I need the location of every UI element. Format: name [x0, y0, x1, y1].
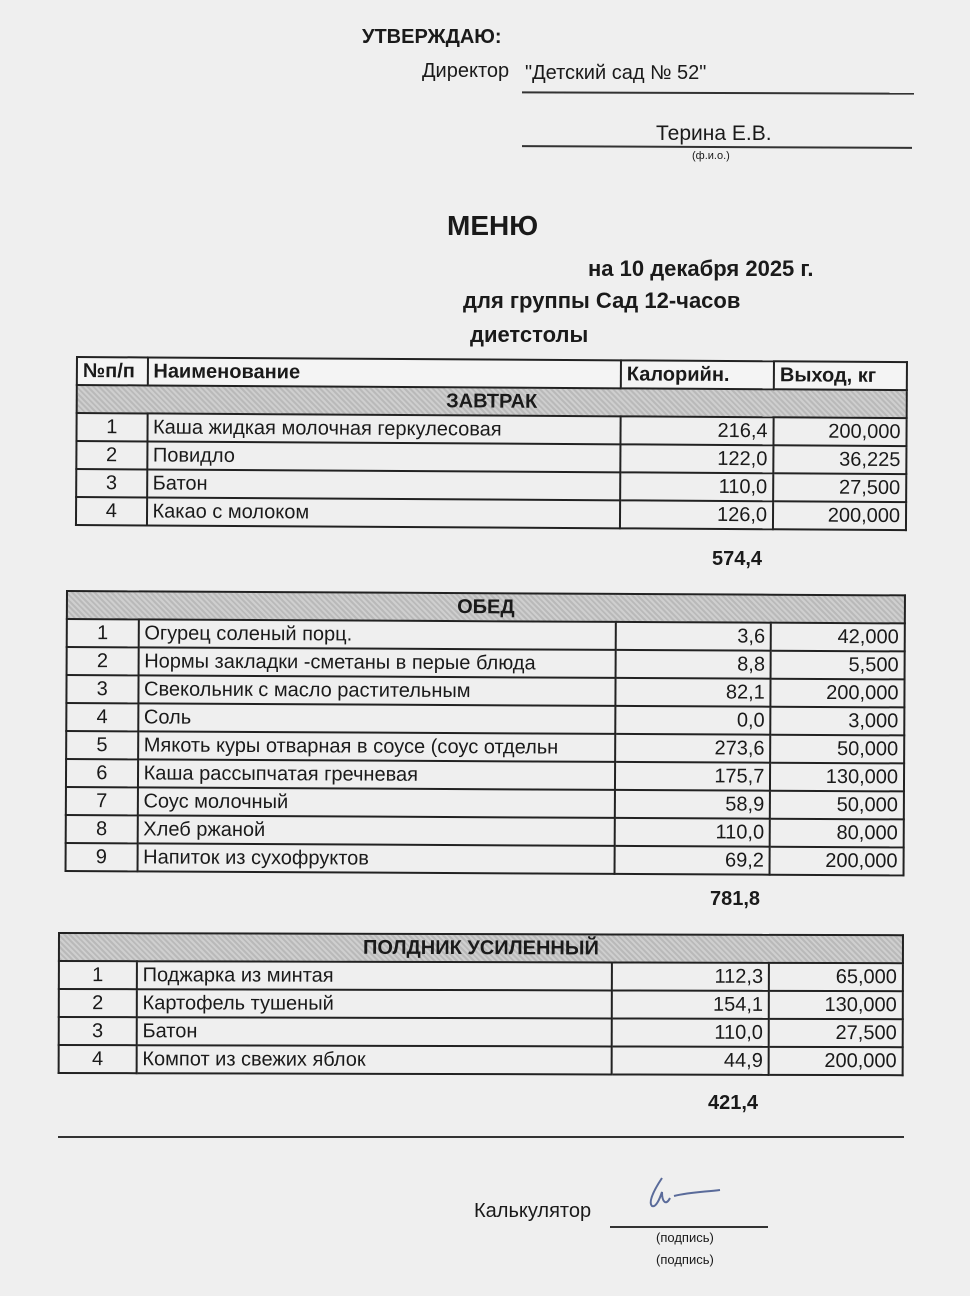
- lunch-table: [65, 590, 906, 876]
- row-name: Компот из свежих яблок: [136, 1045, 611, 1074]
- row-name: Мякоть куры отварная в соусе (соус отдельн: [138, 731, 616, 762]
- row-num: 2: [59, 989, 137, 1017]
- row-name: Картофель тушеный: [137, 989, 612, 1018]
- row-calories: 3,6: [616, 622, 771, 651]
- table-row: [59, 1045, 903, 1075]
- row-num: 9: [66, 843, 138, 871]
- row-calories: 110,0: [615, 818, 770, 847]
- table-row: [67, 647, 905, 679]
- director-label: Директор: [422, 60, 510, 82]
- row-output: 27,500: [773, 473, 906, 502]
- table-row: [59, 989, 903, 1019]
- row-calories: 216,4: [620, 416, 773, 445]
- lunch-total: 781,8: [710, 888, 761, 910]
- row-output: 200,000: [773, 417, 906, 446]
- approval-heading: УТВЕРЖДАЮ:: [362, 26, 502, 48]
- row-calories: 8,8: [616, 650, 771, 679]
- section-header: [59, 933, 903, 963]
- table-row: [67, 619, 905, 651]
- signature-caption: (подпись): [656, 1252, 714, 1267]
- row-num: 6: [66, 759, 138, 787]
- director-name: Терина Е.В.: [656, 122, 772, 145]
- row-calories: 44,9: [611, 1046, 769, 1074]
- row-name: Напиток из сухофруктов: [137, 843, 615, 874]
- row-output: 42,000: [771, 623, 905, 652]
- row-output: 200,000: [769, 1047, 903, 1075]
- row-name: Соль: [138, 703, 616, 734]
- table-row: [59, 961, 903, 991]
- row-name: Поджарка из минтая: [137, 961, 612, 990]
- row-num: 7: [66, 787, 138, 815]
- row-output: 130,000: [770, 763, 904, 792]
- row-calories: 82,1: [616, 678, 771, 707]
- row-output: 65,000: [769, 963, 903, 991]
- menu-diet: диетстолы: [470, 322, 589, 347]
- table-row: [66, 815, 904, 847]
- row-num: 4: [59, 1045, 137, 1073]
- row-name: Свекольник с масло растительным: [138, 675, 616, 706]
- table-row: [76, 497, 906, 530]
- row-output: 200,000: [770, 847, 904, 876]
- row-output: 200,000: [773, 501, 906, 530]
- section-title: ЗАВТРАК: [77, 385, 907, 418]
- row-calories: 110,0: [620, 472, 773, 501]
- name-caption: (ф.и.о.): [692, 150, 730, 162]
- table-row: [66, 703, 904, 735]
- signature-caption: (подпись): [656, 1230, 714, 1245]
- row-output: 50,000: [770, 791, 904, 820]
- row-num: 2: [67, 647, 139, 675]
- row-output: 5,500: [771, 651, 905, 680]
- row-name: Огурец соленый порц.: [138, 619, 616, 650]
- table-row: [66, 759, 904, 791]
- row-calories: 126,0: [620, 500, 773, 529]
- row-output: 80,000: [770, 819, 904, 848]
- section-title: ОБЕД: [67, 591, 905, 623]
- row-num: 8: [66, 815, 138, 843]
- row-calories: 69,2: [615, 846, 770, 875]
- signature-line: [610, 1226, 768, 1228]
- row-num: 1: [67, 619, 139, 647]
- calculator-label: Калькулятор: [474, 1200, 592, 1222]
- row-num: 5: [66, 731, 138, 759]
- row-output: 200,000: [771, 679, 905, 708]
- section-title: ПОЛДНИК УСИЛЕННЫЙ: [59, 933, 903, 963]
- table-row: [66, 731, 904, 763]
- snack-total: 421,4: [708, 1092, 759, 1114]
- row-name: Хлеб ржаной: [137, 815, 615, 846]
- row-output: 50,000: [770, 735, 904, 764]
- document-title: МЕНЮ: [447, 210, 539, 241]
- row-calories: 273,6: [615, 734, 770, 763]
- row-num: 4: [66, 703, 138, 731]
- row-output: 3,000: [771, 707, 905, 736]
- row-calories: 0,0: [615, 706, 770, 735]
- director-organization: "Детский сад № 52": [525, 62, 707, 84]
- header-num: №п/п: [77, 357, 148, 385]
- row-num: 2: [76, 441, 147, 469]
- row-output: 130,000: [769, 991, 903, 1019]
- row-name: Соус молочный: [137, 787, 615, 818]
- breakfast-total: 574,4: [712, 548, 763, 570]
- breakfast-table: [75, 356, 908, 531]
- row-calories: 58,9: [615, 790, 770, 819]
- menu-group: для группы Сад 12-часов: [463, 288, 741, 313]
- row-num: 4: [76, 497, 147, 525]
- row-calories: 112,3: [612, 962, 770, 990]
- header-calories: Калорийн.: [621, 360, 774, 389]
- row-name: Повидло: [147, 441, 621, 472]
- row-name: Какао с молоком: [146, 497, 620, 528]
- table-row: [59, 1017, 903, 1047]
- row-output: 27,500: [769, 1019, 903, 1047]
- row-name: Каша рассыпчатая гречневая: [138, 759, 616, 790]
- row-num: 3: [66, 675, 138, 703]
- header-output: Выход, кг: [774, 361, 907, 390]
- row-num: 1: [76, 413, 147, 441]
- director-underline: [522, 91, 914, 94]
- row-calories: 110,0: [611, 1018, 769, 1046]
- row-name: Нормы закладки -сметаны в перые блюда: [138, 647, 616, 678]
- signature-mark: [640, 1168, 730, 1218]
- table-row: [66, 843, 904, 875]
- snack-table: [58, 932, 904, 1076]
- menu-date: на 10 декабря 2025 г.: [588, 256, 814, 281]
- header-name: Наименование: [147, 357, 621, 388]
- row-num: 3: [76, 469, 147, 497]
- table-row: [66, 675, 904, 707]
- row-name: Батон: [147, 469, 621, 500]
- row-num: 3: [59, 1017, 137, 1045]
- row-calories: 122,0: [620, 444, 773, 473]
- row-output: 36,225: [773, 445, 906, 474]
- section-header: [67, 591, 905, 623]
- row-calories: 154,1: [611, 990, 769, 1018]
- footer-divider: [58, 1136, 904, 1138]
- row-num: 1: [59, 961, 137, 989]
- table-row: [66, 787, 904, 819]
- row-name: Батон: [136, 1017, 611, 1046]
- row-calories: 175,7: [615, 762, 770, 791]
- row-name: Каша жидкая молочная геркулесовая: [147, 413, 621, 444]
- name-underline: [522, 145, 912, 149]
